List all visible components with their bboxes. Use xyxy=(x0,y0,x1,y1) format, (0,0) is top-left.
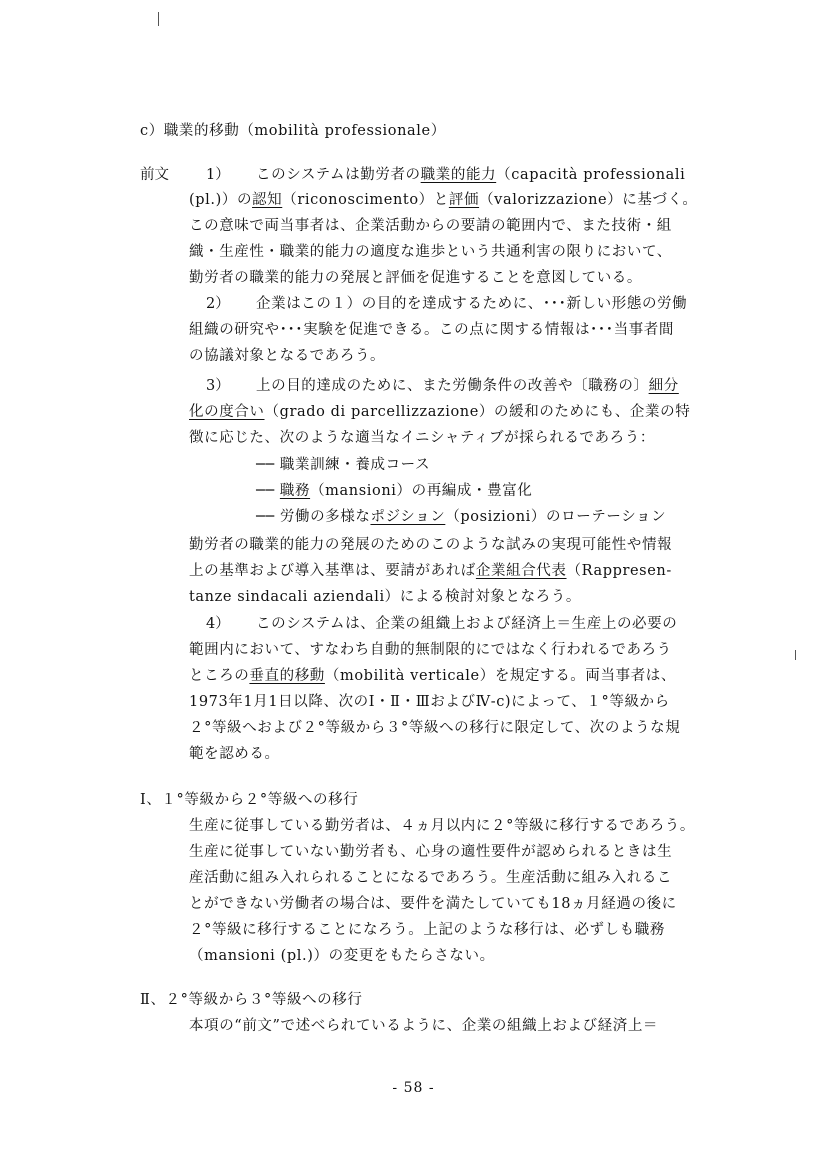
text-line xyxy=(189,561,672,581)
text-line: 産活動に組み入れられることになるであろう。生産活動に組み入れるこ xyxy=(189,870,673,886)
scan-mark xyxy=(795,650,796,660)
text-span: （valorizzazione）に基づく。 xyxy=(479,192,698,208)
text-line: 勤労者の職業的能力の発展のためのこのような試みの実現可能性や情報 xyxy=(189,537,673,553)
text-line xyxy=(189,666,676,686)
underlined-term: 細分 xyxy=(648,378,679,394)
text-line: 勤労者の職業的能力の発展と評価を促進することを意図している。 xyxy=(189,270,642,286)
list-item: ── 職業訓練・養成コース xyxy=(256,457,431,473)
text-line: 本項の“前文”で述べられているように、企業の組織上および経済上＝ xyxy=(189,1018,659,1034)
text-line: このシステムは、企業の組織上および経済上＝生産上の必要の xyxy=(256,616,678,632)
text-span: （mansioni）の再編成・豊富化 xyxy=(310,483,533,499)
text-line: 組織の研究や･･･実験を促進できる。この点に関する情報は･･･当事者間 xyxy=(189,322,674,338)
text-line: とができない労働者の場合は、要件を満たしていても18ヵ月経過の後に xyxy=(189,896,677,912)
underlined-term: 職業的 xyxy=(420,167,466,183)
text-line: tanze sindacali aziendali）による検討対象となろう。 xyxy=(189,589,581,605)
text-line: 1973年1月1日以降、次のⅠ・Ⅱ・ⅢおよびⅣ-c)によって、１°等級から xyxy=(189,694,670,710)
text-span: ── 労働の多様な xyxy=(256,509,371,525)
underlined-term: 垂直的移動 xyxy=(249,668,325,684)
text-span: (pl.)）の xyxy=(189,192,253,208)
section-title: c）職業的移動（mobilità professionale） xyxy=(140,123,446,139)
text-line: 範を認める。 xyxy=(189,746,280,762)
text-line xyxy=(189,402,690,422)
text-line: 徴に応じた、次のような適当なイニシャティブが採られるであろう： xyxy=(189,430,655,446)
list-item xyxy=(256,507,666,527)
underlined-term: 能力 xyxy=(465,167,497,183)
text-span: （Rappresen- xyxy=(566,563,672,579)
underlined-term: 評価 xyxy=(448,192,480,208)
underlined-term: 化の度合い xyxy=(189,404,265,420)
paragraph-marker: 4） xyxy=(206,616,230,632)
text-line: この意味で両当事者は、企業活動からの要請の範囲内で、また技術・組 xyxy=(189,218,672,234)
text-line: ２°等級へおよび２°等級から３°等級への移行に限定して、次のような規 xyxy=(189,720,681,736)
text-line: ２°等級に移行することになろう。上記のような移行は、必ずしも職務 xyxy=(189,922,665,938)
text-line: 範囲内において、すなわち自動的無制限的にではなく行われるであろう xyxy=(189,642,672,658)
text-span: （riconoscimento）と xyxy=(282,192,449,208)
page-number: - 58 - xyxy=(392,1080,435,1096)
scan-mark xyxy=(158,12,159,26)
text-span: （capacità professionali xyxy=(496,167,686,183)
text-span: ところの xyxy=(189,668,250,684)
text-line: 生産に従事している勤労者は、４ヵ月以内に２°等級に移行するであろう。 xyxy=(189,818,696,834)
text-span: （grado di parcellizzazione）の緩和のためにも、企業の特 xyxy=(264,404,691,420)
underlined-term: 企業組合代表 xyxy=(475,563,567,579)
text-line xyxy=(256,165,685,185)
text-span: 上の目的達成のために、また労働条件の改善や〔職務の〕 xyxy=(256,378,649,394)
text-line: の協議対象となるであろう。 xyxy=(189,348,386,364)
text-span: （mobilità verticale）を規定する。両当事者は、 xyxy=(324,668,677,684)
paragraph-marker: 2） xyxy=(206,296,230,312)
text-line xyxy=(189,190,698,210)
underlined-term: 職務 xyxy=(279,483,311,499)
text-line: 生産に従事していない勤労者も、心身の適性要件が認められるときは生 xyxy=(189,844,673,860)
underlined-term: ポジション xyxy=(370,509,446,525)
text-line: （mansioni (pl.)）の変更をもたらさない。 xyxy=(189,948,495,964)
list-item xyxy=(256,481,532,501)
text-span: 上の基準および導入基準は、要請があれば xyxy=(189,563,476,579)
text-span: このシステムは勤労者の xyxy=(256,167,421,183)
subsection-heading: Ⅰ、１°等級から２°等級への移行 xyxy=(140,792,359,808)
text-line: 織・生産性・職業的能力の適度な進歩という共通利害の限りにおいて、 xyxy=(189,244,672,260)
subsection-heading: Ⅱ、２°等級から３°等級への移行 xyxy=(140,992,363,1008)
text-span: （posizioni）のローテーション xyxy=(445,509,667,525)
text-span: ── xyxy=(256,483,280,499)
paragraph-marker: 1） xyxy=(206,167,230,183)
text-line xyxy=(256,376,679,396)
preamble-label: 前文 xyxy=(140,167,169,183)
text-line: 企業はこの１）の目的を達成するために、･･･新しい形態の労働 xyxy=(256,296,688,312)
paragraph-marker: 3） xyxy=(206,378,230,394)
underlined-term: 認知 xyxy=(252,192,283,208)
